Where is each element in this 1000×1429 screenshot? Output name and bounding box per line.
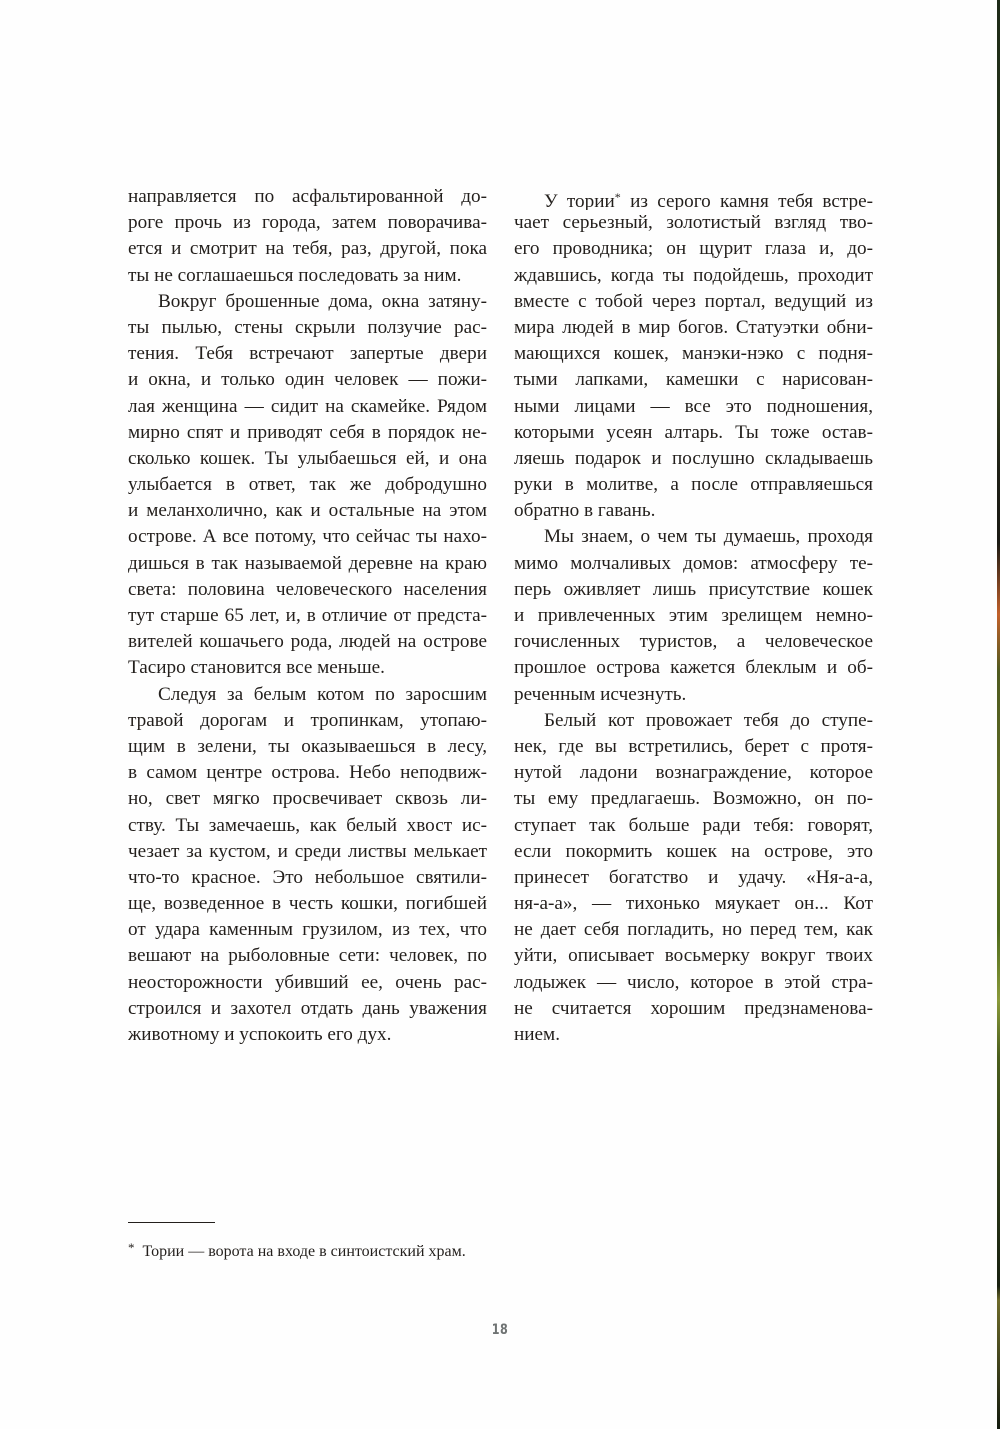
text-line: света: половина человеческого населения xyxy=(128,578,487,600)
text-line: если покормить кошек на острове, это xyxy=(514,840,873,862)
text-line: мирно спят и приводят себя в порядок не- xyxy=(128,421,487,443)
text-line: нутой ладони вознаграждение, которое xyxy=(514,762,873,784)
text-line: которыми усеян алтарь. Ты тоже остав- xyxy=(514,421,873,443)
text-line: щим в зелени, ты оказываешься в лесу, xyxy=(128,735,487,757)
text-line: и окна, и только один человек — пожи- xyxy=(128,369,487,391)
text-line: чает серьезный, золотистый взгляд тво- xyxy=(514,212,873,234)
text-line: тыми лапками, камешки с нарисован- xyxy=(514,369,873,391)
text-line: Мы знаем, о чем ты думаешь, проходя xyxy=(544,526,873,548)
text-line: сколько кошек. Ты улыбаешься ей, и она xyxy=(128,447,487,469)
text-line: Следуя за белым котом по заросшим xyxy=(158,683,487,705)
text-line: нием. xyxy=(514,1024,560,1045)
text-line: вместе с тобой через портал, ведущий из xyxy=(514,290,873,312)
paragraph xyxy=(514,708,873,1048)
text-line: но, свет мягко просвечивает сквозь ли- xyxy=(128,788,487,810)
text-line: обратно в гавань. xyxy=(514,500,656,522)
text-line: неосторожности убивший ее, очень рас- xyxy=(128,971,487,993)
paragraph xyxy=(128,682,487,1049)
text-line: и меланхолично, как и остальные на этом xyxy=(128,500,487,522)
text-line: улыбается в ответ, так же добродушно xyxy=(128,474,487,496)
text-line: уйти, описывает восьмерку вокруг твоих xyxy=(514,945,873,967)
text-line: тут старше 65 лет, и, в отличие от предста- xyxy=(128,605,487,626)
text-line: Тасиро становится все меньше. xyxy=(128,657,385,679)
text-line: ными лицами — все это подношения, xyxy=(514,395,873,417)
text-line: травой дорогам и тропинкам, утопаю- xyxy=(128,709,487,731)
paragraph xyxy=(128,289,487,682)
text-line: ты ему предлагаешь. Возможно, он по- xyxy=(514,788,873,810)
text-line: Белый кот провожает тебя до ступе- xyxy=(544,709,873,731)
text-line: направляется по асфальтированной до- xyxy=(128,186,487,207)
text-line: ня-а-а», — тихонько мяукает он... Кот xyxy=(514,893,873,915)
text-line: ты пылью, стены скрыли ползучие рас- xyxy=(128,316,487,338)
text-line: перь оживляет лишь присутствие кошек xyxy=(514,578,873,600)
paragraph xyxy=(128,184,487,289)
left-column xyxy=(128,184,487,1048)
text-line: от удара каменным грузилом, из тех, что xyxy=(128,919,487,941)
text-line: лая женщина — сидит на скамейке. Рядом xyxy=(128,395,487,417)
text-line: вителей кошачьего рода, людей на острове xyxy=(128,631,487,653)
text-line: лодыжек — число, которое в этой стра- xyxy=(514,971,873,993)
paragraph xyxy=(514,184,873,524)
text-line: руки в молитве, а после отправляешься xyxy=(514,474,873,496)
text-line: его проводника; он щурит глаза и, до- xyxy=(514,238,873,260)
text-line: принесет богатство и удачу. «Ня-а-а, xyxy=(514,866,873,888)
footnote-text: Тории — ворота на входе в синтоистский храм. xyxy=(142,1243,466,1260)
text-line: нек, где вы встретились, берет с протя- xyxy=(514,735,873,757)
text-line: ждавшись, когда ты подойдешь, проходит xyxy=(514,264,873,286)
text-line: ству. Ты замечаешь, как белый хвост ис- xyxy=(128,814,487,836)
right-column xyxy=(514,184,873,1048)
text-line: реченным исчезнуть. xyxy=(514,683,687,705)
text-line: Вокруг брошенные дома, окна затяну- xyxy=(158,290,487,312)
text-line: ще, возведенное в честь кошки, погибшей xyxy=(128,893,487,915)
text-line: гочисленных туристов, а человеческое xyxy=(514,631,873,653)
text-line: не дает себя погладить, но перед тем, как xyxy=(514,919,873,941)
text-line: дишься в так называемой деревне на краю xyxy=(128,552,487,574)
page-number: 18 xyxy=(491,1322,509,1338)
text-line: мира людей в мир богов. Статуэтки обни- xyxy=(514,316,873,338)
text-line: ты не соглашаешься последовать за ним. xyxy=(128,264,462,286)
text-line: в самом центре острова. Небо неподвиж- xyxy=(128,762,487,784)
text-line: и привлеченных этим зрелищем немно- xyxy=(514,605,873,626)
text-line: острове. А все потому, что сейчас ты нахо- xyxy=(128,526,487,548)
text-line: тения. Тебя встречают запертые двери xyxy=(128,343,487,365)
text-line: ляешь подарок и послушно складываешь xyxy=(514,447,873,469)
text-line: У тории* из серого камня тебя встре- xyxy=(544,190,873,211)
text-line: прошлое острова кажется блеклым и об- xyxy=(514,657,873,679)
text-line: ступает так больше ради тебя: говорят, xyxy=(514,814,873,836)
footnote-reference: * xyxy=(614,190,621,204)
text-line: вешают на рыболовные сети: человек, по xyxy=(128,945,487,967)
text-line: мимо молчаливых домов: атмосферу те- xyxy=(514,552,873,574)
text-line: строился и захотел отдать дань уважения xyxy=(128,997,487,1019)
text-line: животному и успокоить его дух. xyxy=(128,1024,392,1045)
text-line: ется и смотрит на тебя, раз, другой, пока xyxy=(128,238,487,260)
paragraph xyxy=(514,524,873,707)
text-line: мающихся кошек, манэки-нэко с подня- xyxy=(514,343,873,365)
text-line: не считается хорошим предзнаменова- xyxy=(514,997,873,1019)
footnote-mark: * xyxy=(128,1240,135,1255)
footnote xyxy=(128,1240,466,1261)
text-line: роге прочь из города, затем поворачива- xyxy=(128,212,487,234)
text-line: чезает за кустом, и среди листвы мелькает xyxy=(128,840,487,862)
footnote-divider xyxy=(128,1222,215,1223)
text-line: что-то красное. Это небольшое святили- xyxy=(128,866,487,888)
